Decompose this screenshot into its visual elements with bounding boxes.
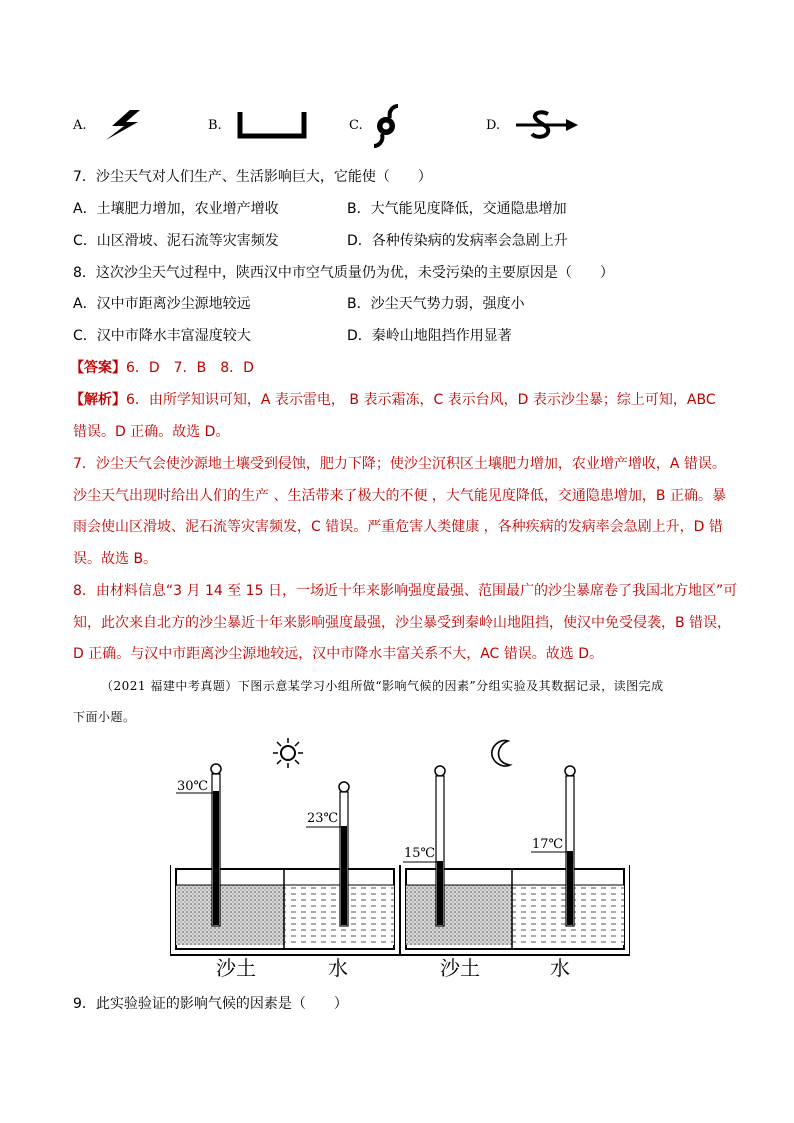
typhoon-symbol-icon: [370, 104, 402, 148]
option-b-letter: B.: [208, 118, 222, 133]
night-sand-temp-label: 15℃: [404, 846, 436, 861]
label-sand-night: 沙土: [440, 956, 480, 980]
day-sand-temp-label: 30℃: [177, 779, 209, 794]
analysis-line-7: 8．由材料信息“3 月 14 至 15 日，一场近十年来影响强度最强、范围最广的沙尘暴席卷了我国北方地区”可: [73, 583, 738, 599]
analysis-line-3: 7．沙尘天气会使沙源地土壤受到侵蚀，肥力下降；使沙尘沉积区土壤肥力增加，农业增产增收，A 错误。: [73, 456, 726, 472]
question-7-option-a: A．土壤肥力增加，农业增产增收: [73, 201, 279, 217]
thermometer-night-sand: [435, 766, 445, 926]
thermometer-day-water: [339, 782, 349, 926]
analysis-line-1: [70, 389, 716, 409]
analysis-line-5: 雨会使山区滑坡、泥石流等灾害频发，C 错误。严重危害人类健康 ，各种疾病的发病率会急剧上升，D 错: [73, 519, 723, 535]
analysis-line-2: 错误。D 正确。故选 D。: [73, 424, 230, 440]
frost-symbol-icon: [236, 110, 308, 140]
lightning-symbol-icon: [100, 108, 148, 142]
analysis-line-8: 知，此次来自北方的沙尘暴近十年来影响强度最强，沙尘暴受到秦岭山地阻挡，使汉中免受侵袭，B 错误，: [73, 615, 732, 631]
thermometer-day-sand: [211, 764, 221, 926]
question-7-option-c: C．山区滑坡、泥石流等灾害频发: [73, 233, 279, 249]
figure-intro-line-2: 下面小题。: [73, 710, 136, 724]
question-8-option-a: A．汉中市距离沙尘源地较远: [73, 296, 251, 312]
question-7-stem: 7．沙尘天气对人们生产、生活影响巨大，它能使（ ）: [73, 169, 432, 185]
answer-tag: 【答案】: [70, 360, 126, 376]
option-d-letter: D.: [486, 118, 501, 133]
figure-intro-line-1: （2021 福建中考真题）下图示意某学习小组所做“影响气候的因素”分组实验及其数据记录，读图完成: [101, 679, 664, 693]
question-7-option-b: B．大气能见度降低，交通隐患增加: [347, 201, 567, 217]
question-8-option-b: B．沙尘天气势力弱，强度小: [347, 296, 525, 312]
sun-icon: [273, 738, 303, 768]
analysis-line-4: 沙尘天气出现时给出人们的生产 、生活带来了极大的不便 ，大气能见度降低，交通隐患增加，B 正确。暴: [73, 488, 726, 504]
analysis-line-9: D 正确。与汉中市距离沙尘源地较远，汉中市降水丰富关系不大，AC 错误。故选 D。: [73, 646, 604, 662]
thermometer-night-water: [565, 766, 575, 926]
question-9-stem: 9．此实验验证的影响气候的因素是（ ）: [73, 996, 348, 1012]
question-7-option-d: D．各种传染病的发病率会急剧上升: [347, 233, 568, 249]
analysis-tag: 【解析】: [70, 392, 126, 408]
label-water-day: 水: [328, 956, 348, 980]
option-a-letter: A.: [73, 118, 87, 133]
option-c-letter: C.: [349, 118, 363, 133]
label-sand-day: 沙土: [216, 956, 256, 980]
answer-line: [70, 357, 254, 377]
sandstorm-symbol-icon: [514, 108, 580, 142]
day-water-temp-label: 23℃: [307, 811, 339, 826]
analysis-line-6: 误。故选 B。: [73, 551, 158, 567]
answer-text: 6．D 7．B 8．D: [126, 360, 254, 376]
question-8-option-d: D．秦岭山地阻挡作用显著: [347, 328, 512, 344]
night-water-temp-label: 17℃: [532, 837, 564, 852]
experiment-figure: [170, 735, 630, 980]
question-8-stem: 8．这次沙尘天气过程中，陕西汉中市空气质量仍为优，未受污染的主要原因是（ ）: [73, 265, 614, 281]
night-container: [400, 865, 630, 955]
moon-icon: [492, 740, 510, 766]
question-8-option-c: C．汉中市降水丰富湿度较大: [73, 328, 251, 344]
day-container: [170, 865, 400, 955]
analysis-text-1: 6．由所学知识可知，A 表示雷电， B 表示霜冻，C 表示台风，D 表示沙尘暴；综上可知，ABC: [126, 392, 716, 408]
label-water-night: 水: [550, 956, 570, 980]
